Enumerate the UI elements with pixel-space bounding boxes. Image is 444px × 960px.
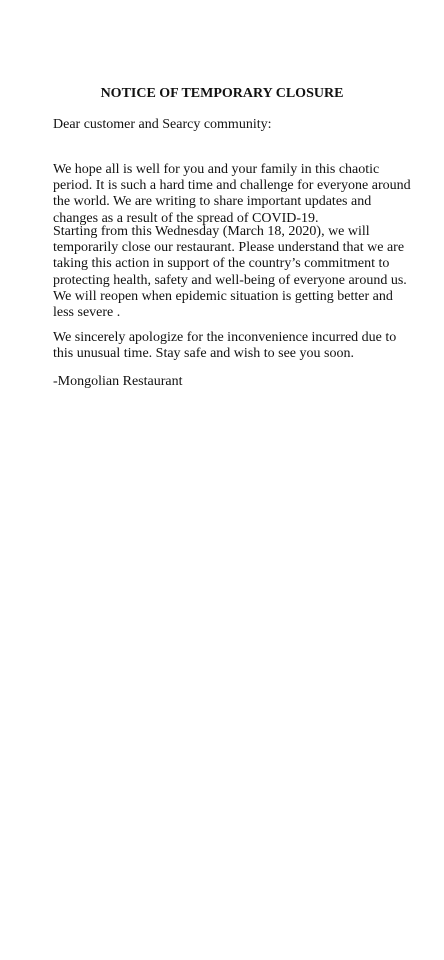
paragraph-wellbeing: We hope all is well for you and your family in this chaotic period. It is such a hard time and challenge for everyone around the world. We are writing to share important updates and changes as a result of the spread of COVID-19.: [53, 162, 411, 226]
paragraph-closure: Starting from this Wednesday (March 18, 2020), we will temporarily close our restaurant. Please understand that we are taking this action in support of the country’s commitment to protecting health, safety and well-being of everyone around us. We will reopen when epidemic situation is getting better and less severe .: [53, 224, 407, 321]
paragraph-apology: We sincerely apologize for the inconvenience incurred due to this unusual time. Stay safe and wish to see you soon.: [53, 330, 397, 362]
greeting: Dear customer and Searcy community:: [53, 117, 272, 132]
notice-title: NOTICE OF TEMPORARY CLOSURE: [100, 86, 344, 101]
signature: -Mongolian Restaurant: [53, 374, 183, 389]
